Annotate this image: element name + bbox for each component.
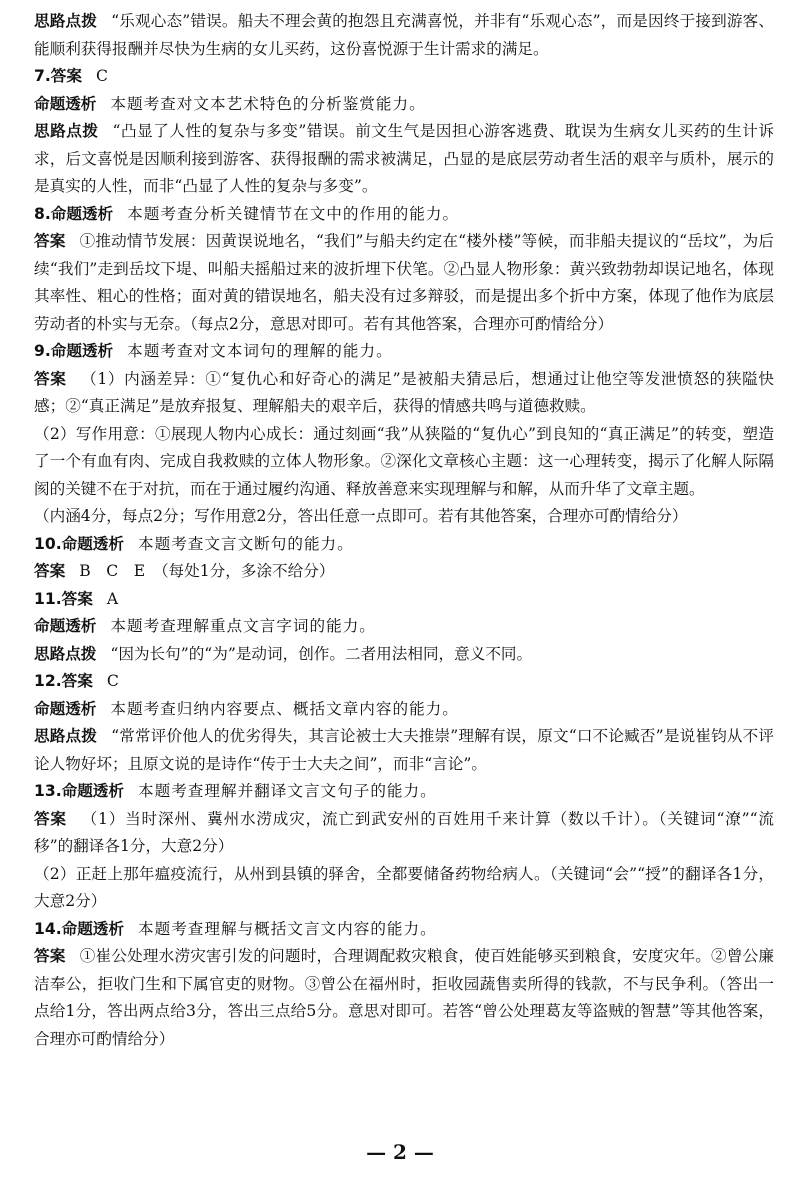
block-text: 本题考查理解重点文言字词的能力。 — [110, 617, 376, 635]
block-text: （1）当时深州、冀州水涝成灾，流亡到武安州的百姓用千来计算（数以千计）。（关键词“潦”“流移”的翻译各1分，大意2分） — [34, 809, 774, 855]
block-text: C — [95, 67, 108, 85]
block-6 — [34, 338, 774, 366]
block-13 — [34, 613, 774, 641]
block-label: 13.命题透析 — [34, 782, 124, 800]
block-11 — [34, 558, 774, 586]
block-text: 本题考查对文本词句的理解的能力。 — [127, 342, 393, 360]
block-label: 10.命题透析 — [34, 534, 124, 553]
block-1 — [34, 63, 774, 91]
block-text: “乐观心态”错误。船夫不理会黄的抱怨且充满喜悦，并非有“乐观心态”，而是因终于接到游客、能顺利获得报酬并尽快为生病的女儿买药，这份喜悦源于生计需求的满足。 — [34, 12, 774, 58]
block-text: C — [106, 672, 119, 690]
block-text: 本题考查归纳内容要点、概括文章内容的能力。 — [110, 699, 459, 718]
block-label: 答案 — [34, 369, 67, 388]
block-label: 思路点拨 — [34, 12, 98, 30]
block-4 — [34, 201, 774, 229]
block-label: 8.命题透析 — [34, 204, 114, 223]
block-text: “常常评价他人的优劣得失，其言论被士大夫推崇”理解有误，原文“口不论臧否”是说崔钧从不评论人物好坏；且原文说的是诗作“传于士大夫之间”，而非“言论”。 — [34, 727, 774, 773]
block-label: 11.答案 — [34, 589, 93, 608]
block-16 — [34, 696, 774, 724]
block-0 — [34, 8, 774, 63]
block-text: A — [106, 589, 119, 608]
block-text: ①崔公处理水涝灾害引发的问题时，合理调配救灾粮食，使百姓能够买到粮食，安度灾年。②曾公廉洁奉公，拒收门生和下属官吏的财物。③曾公在福州时，拒收园蔬售卖所得的钱款，不与民争利。（答出一点给1分，答出两点给3分，答出三点给5分。意思对即可。若答“曾公处理葛友等盗贼的智慧”等其他答案，合理亦可酌情给分） — [34, 947, 774, 1048]
block-text: B C E （每处1分，多涂不给分） — [79, 562, 335, 580]
block-7 — [34, 366, 774, 421]
block-label: 命题透析 — [34, 94, 97, 113]
block-8 — [34, 421, 774, 504]
block-20 — [34, 861, 774, 916]
block-text: （1）内涵差异：①“复仇心和好奇心的满足”是被船夫猜忌后，想通过让他空等发泄愤怒的狭隘快感；②“真正满足”是放弃报复、理解船夫的艰辛后，获得的情感共鸣与道德救赎。 — [34, 369, 774, 415]
block-text: ①推动情节发展：因黄误说地名，“我们”与船夫约定在“楼外楼”等候，而非船夫提议的“岳坟”，为后续“我们”走到岳坟下堤、叫船夫摇船过来的波折埋下伏笔。②凸显人物形象：黄兴致勃勃却误记地名，体现其率性、粗心的性格；面对黄的错误地名，船夫没有过多辩驳，而是提出多个折中方案，体现了他作为底层劳动者的朴实与无奈。（每点2分，意思对即可。若有其他答案，合理亦可酌情给分） — [34, 232, 774, 333]
page-number: — 2 — — [366, 1140, 434, 1164]
block-label: 答案 — [34, 947, 66, 965]
block-label: 思路点拨 — [34, 727, 98, 745]
block-text: 本题考查理解与概括文言文内容的能力。 — [138, 919, 437, 938]
block-19 — [34, 806, 774, 861]
block-label: 14.命题透析 — [34, 919, 124, 938]
block-21 — [34, 916, 774, 944]
block-2 — [34, 91, 774, 119]
block-14 — [34, 641, 774, 669]
block-text: 本题考查理解并翻译文言文句子的能力。 — [138, 782, 437, 800]
block-text: （2）写作用意：①展现人物内心成长：通过刻画“我”从狭隘的“复仇心”到良知的“真正满足”的转变，塑造了一个有血有肉、完成自我救赎的立体人物形象。②深化文章核心主题：这一心理转变，揭示了化解人际隔阂的关键不在于对抗，而在于通过履约沟通、释放善意来实现理解与和解，从而升华了文章主题。 — [34, 424, 774, 498]
block-label: 命题透析 — [34, 699, 97, 718]
block-17 — [34, 723, 774, 778]
block-10 — [34, 531, 774, 559]
block-15 — [34, 668, 774, 696]
block-label: 9.命题透析 — [34, 342, 114, 360]
block-text: “因为长句”的“为”是动词，创作。二者用法相同，意义不同。 — [110, 644, 533, 663]
block-label: 12.答案 — [34, 672, 93, 690]
block-text: 本题考查分析关键情节在文中的作用的能力。 — [127, 204, 460, 223]
block-3 — [34, 118, 774, 201]
block-label: 答案 — [34, 809, 67, 828]
block-text: （2）正赶上那年瘟疫流行，从州到县镇的驿舍，全都要储备药物给病人。（关键词“会”“授”的翻译各1分，大意2分） — [34, 864, 774, 910]
block-text: （内涵4分，每点2分；写作用意2分，答出任意一点即可。若有其他答案，合理亦可酌情给分） — [34, 507, 688, 525]
block-text: 本题考查文言文断句的能力。 — [138, 534, 354, 553]
block-text: “凸显了人性的复杂与多变”错误。前文生气是因担心游客逃费、耽误为生病女儿买药的生计诉求，后文喜悦是因顺利接到游客、获得报酬的需求被满足，凸显的是底层劳动者生活的艰辛与质朴，展示的是真实的人性，而非“凸显了人性的复杂与多变”。 — [34, 122, 774, 195]
block-5 — [34, 228, 774, 338]
block-9 — [34, 503, 774, 531]
block-label: 答案 — [34, 232, 66, 250]
block-label: 答案 — [34, 562, 66, 580]
block-18 — [34, 778, 774, 806]
block-label: 7.答案 — [34, 67, 82, 85]
block-label: 命题透析 — [34, 617, 97, 635]
block-12 — [34, 586, 774, 614]
block-22 — [34, 943, 774, 1053]
block-label: 思路点拨 — [34, 122, 99, 140]
block-label: 思路点拨 — [34, 644, 97, 663]
block-text: 本题考查对文本艺术特色的分析鉴赏能力。 — [110, 94, 426, 113]
